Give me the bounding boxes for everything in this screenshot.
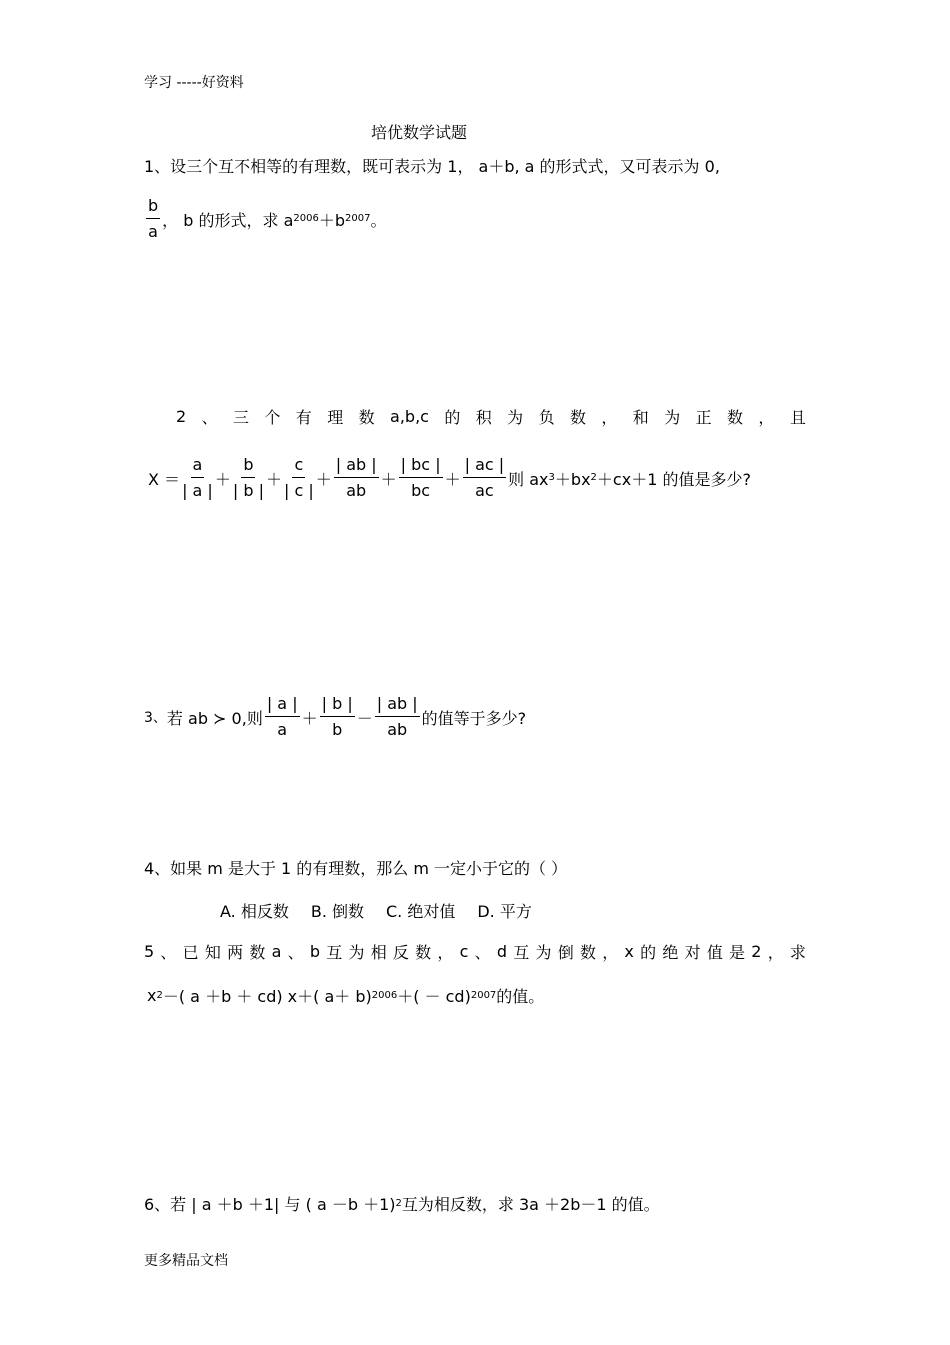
fraction-numerator: | ab | [375, 694, 420, 717]
question-5-char: 值 [706, 943, 723, 962]
question-2-char: 2 [176, 407, 187, 426]
question-3-line [144, 694, 526, 740]
fraction-denominator: ab [387, 720, 408, 739]
fraction-abs-ab-over-ab [375, 694, 420, 740]
question-5-expr-c: ＋( － cd) [397, 987, 471, 1006]
page-footer: 更多精品文档 [144, 1253, 228, 1269]
question-2-char: 三 [232, 408, 249, 427]
question-2-char: 有 [295, 408, 312, 427]
question-2-tail-3: ＋cx＋1 的值是多少? [596, 469, 751, 489]
question-5-char: ， [767, 943, 784, 962]
fraction-denominator: | c | [283, 481, 314, 500]
question-5-char: 对 [684, 943, 701, 962]
question-5-char: 5 [144, 942, 155, 961]
option-a: A. 相反数 [220, 902, 289, 921]
question-2-tail-1: 则 ax [508, 469, 549, 489]
fraction-numerator: | ac | [463, 455, 507, 478]
question-5-char: 、 [160, 943, 177, 962]
fraction-numerator: b [146, 196, 160, 219]
operator-minus: － [356, 708, 373, 728]
question-5-char: 反 [392, 943, 409, 962]
question-1-end: 。 [370, 210, 387, 230]
question-5-char: a [271, 942, 282, 961]
question-4-text: 4、如果 m 是大于 1 的有理数，那么 m 一定小于它的（ ） [144, 859, 568, 878]
question-5-char: 的 [640, 943, 657, 962]
question-2-formula: X ＝ $\frac{a}{| a |}$ ＋ $\frac{b}{| b |}$ ＋ $\frac{c}{| c |}$ ＋ $\frac{| ab |}{ab}$ ＋ $\frac{| bc |}{bc}$ ＋ $\frac{| ac |}{ac}$ 则 ax 3 ＋bx 2 ＋cx＋1 的值是多少? [148, 455, 751, 500]
question-5-char: 2 [751, 942, 762, 961]
fraction-denominator: a [277, 720, 288, 739]
question-1-line-2: $\frac{b}{a}$ ， b 的形式，求 a 2006 ＋b 2007 。 [148, 196, 387, 241]
option-b: B. 倒数 [310, 902, 364, 921]
question-5-tail: 的值。 [496, 987, 545, 1006]
question-3-label: 3、 [144, 710, 167, 726]
fraction-numerator: | bc | [399, 455, 443, 478]
question-5-char: 、 [474, 943, 491, 962]
fraction [463, 455, 507, 501]
question-2-char: 和 [632, 408, 649, 427]
question-5-char: 求 [789, 943, 806, 962]
question-5-char: 互 [326, 943, 343, 962]
fraction [284, 455, 314, 501]
question-5-char: d [496, 942, 508, 961]
fraction-denominator: b [332, 720, 343, 739]
question-2-char: ， [758, 408, 775, 427]
question-2-char: 的 [444, 408, 461, 427]
question-2-char: 数 [358, 408, 375, 427]
document-title: 培优数学试题 [370, 123, 467, 142]
question-5-char: 为 [535, 943, 552, 962]
question-5-char: 为 [348, 943, 365, 962]
question-5-char: 数 [415, 943, 432, 962]
operator-plus: ＋ [444, 469, 461, 489]
question-2-char: 负 [538, 408, 555, 427]
question-5-expr-a: x [147, 986, 157, 1005]
fraction-numerator: | a | [265, 694, 300, 717]
fraction-b-over-a [146, 196, 160, 242]
question-3-pre: 若 ab ≻ 0,则 [166, 708, 263, 728]
question-1-text-2: ， b 的形式，求 a [162, 210, 294, 230]
operator-plus: ＋ [380, 469, 397, 489]
question-5-line-1 [144, 940, 806, 963]
fraction-abs-b-over-b [320, 694, 355, 740]
question-5-char: 已 [182, 943, 199, 962]
question-6-tail: 互为相反数，求 3a ＋2b－1 的值。 [401, 1195, 660, 1214]
operator-plus: ＋ [265, 469, 282, 489]
question-5-char: ， [602, 943, 619, 962]
question-2-char: 积 [475, 408, 492, 427]
fraction [399, 455, 443, 501]
fraction-denominator: ab [346, 481, 367, 500]
question-5-char: 倒 [557, 943, 574, 962]
question-6-pre: 6、若 | a ＋b ＋1| 与 ( a －b ＋1) [144, 1195, 396, 1214]
question-5-char: 绝 [662, 943, 679, 962]
question-5-char: 数 [579, 943, 596, 962]
question-2-line-1 [176, 405, 806, 428]
question-2-fractions [180, 455, 508, 501]
fraction-abs-a-over-a [265, 694, 300, 740]
operator-plus: ＋ [214, 469, 231, 489]
fraction-numerator: c [292, 455, 305, 478]
fraction-numerator: | b | [320, 694, 355, 717]
question-4-options [220, 899, 532, 922]
question-5-char: x [624, 942, 634, 961]
operator-plus: ＋ [315, 469, 332, 489]
question-6-line: 6、若 | a ＋b ＋1| 与 ( a －b ＋1) 2 互为相反数，求 3a ＋2b－1 的值。 [144, 1192, 660, 1215]
question-2-char: 且 [789, 408, 806, 427]
x-label: X ＝ [148, 469, 181, 489]
question-2-char: 、 [201, 408, 218, 427]
question-2-char: 理 [327, 408, 344, 427]
question-1-plus-b: ＋b [318, 210, 346, 230]
question-2-char: 为 [664, 408, 681, 427]
question-5-char: 知 [204, 943, 221, 962]
question-2-char: 数 [727, 408, 744, 427]
question-5-char: 互 [513, 943, 530, 962]
question-2-char: 为 [507, 408, 524, 427]
fraction [334, 455, 379, 501]
fraction-numerator: | ab | [334, 455, 379, 478]
question-2-char: ， [601, 408, 618, 427]
question-5-char: 数 [249, 943, 266, 962]
question-5-char: c [459, 942, 469, 961]
question-5-expr-b: －( a ＋b ＋ cd) x＋( a＋ b) [162, 987, 372, 1006]
question-5-char: 相 [370, 943, 387, 962]
question-2-char: 个 [264, 408, 281, 427]
fraction-denominator: ac [475, 481, 494, 500]
fraction-denominator: | a | [182, 481, 213, 500]
question-5-char: 两 [227, 943, 244, 962]
fraction-numerator: a [191, 455, 205, 478]
question-2-char: 正 [695, 408, 712, 427]
option-c: C. 绝对值 [386, 902, 456, 921]
fraction-denominator: a [148, 222, 158, 241]
question-3-tail: 的值等于多少? [421, 708, 527, 728]
fraction [233, 455, 264, 501]
question-5-formula: x 2 －( a ＋b ＋ cd) x＋( a＋ b) 2006 ＋( － cd) 2007 的值。 [147, 986, 545, 1006]
question-5-char: 是 [729, 943, 746, 962]
fraction-denominator: | b | [232, 481, 264, 500]
question-5-char: 、 [287, 943, 304, 962]
page-header: 学习 -----好资料 [144, 75, 244, 91]
question-5-char: ， [437, 943, 454, 962]
question-4-line [144, 856, 567, 879]
fraction-denominator: bc [411, 481, 431, 500]
operator-plus: ＋ [301, 708, 318, 728]
option-d: D. 平方 [477, 902, 532, 921]
question-1-text: 1、设三个互不相等的有理数，既可表示为 1， a＋b, a 的形式式，又可表示为 0, [144, 157, 720, 176]
fraction [182, 455, 213, 501]
question-2-char: a,b,c [390, 407, 429, 426]
question-5-char: b [309, 942, 320, 961]
question-2-tail-2: ＋bx [554, 469, 591, 489]
question-1-line-1 [144, 154, 720, 177]
fraction-numerator: b [241, 455, 255, 478]
question-2-char: 数 [569, 408, 586, 427]
